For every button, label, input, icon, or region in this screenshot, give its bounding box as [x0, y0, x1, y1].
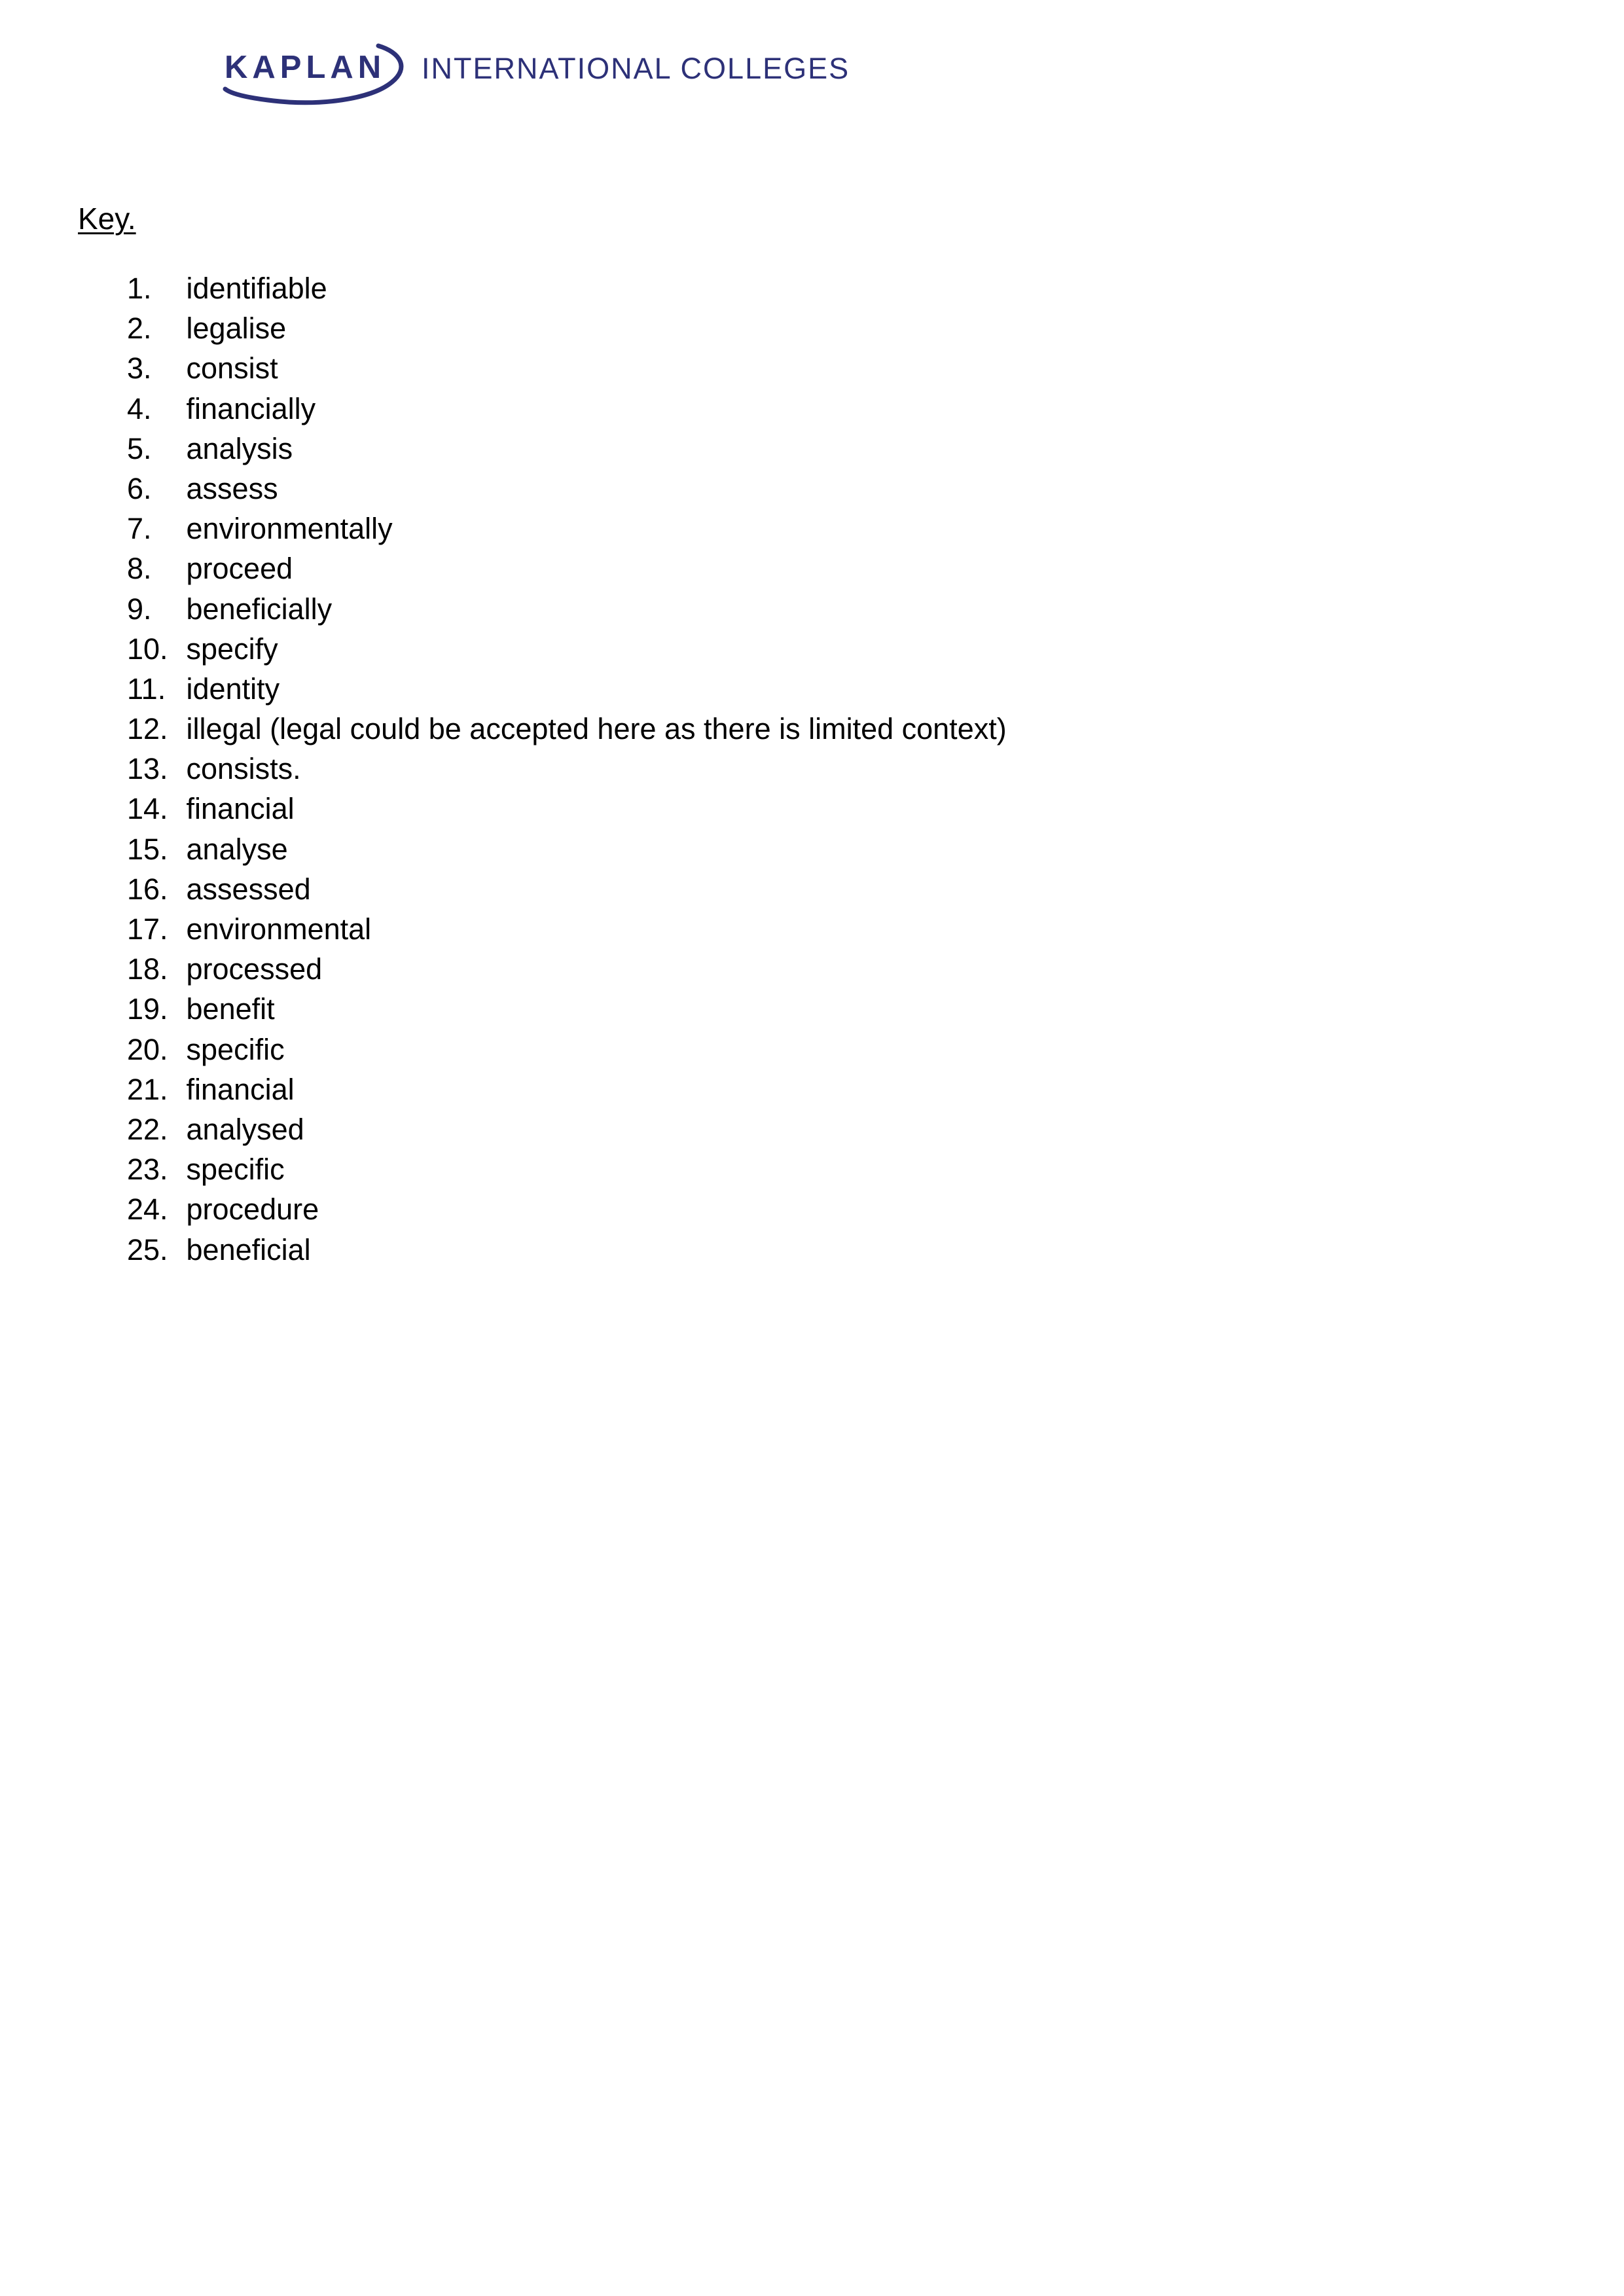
- list-item-number: 6.: [127, 471, 152, 505]
- list-item: [0, 348, 1624, 388]
- list-item-text: procedure: [186, 1193, 319, 1227]
- list-item-number: 1.: [127, 272, 152, 305]
- list-item-number: 5.: [127, 431, 152, 465]
- list-item-number: 19.: [127, 992, 168, 1026]
- list-item-number: 16.: [127, 872, 168, 906]
- list-item-number: 21.: [127, 1072, 168, 1106]
- list-item: [0, 509, 1624, 548]
- list-item-number: 3.: [127, 351, 152, 386]
- list-item: [0, 429, 1624, 469]
- list-item-number: 18.: [127, 952, 168, 986]
- list-item-text: analysed: [186, 1112, 304, 1146]
- list-item-number: 7.: [127, 512, 152, 546]
- list-item: [0, 308, 1624, 348]
- list-item-number: 25.: [127, 1232, 168, 1266]
- list-item: [0, 389, 1624, 429]
- list-item-text: environmentally: [186, 512, 393, 546]
- list-item-text: identifiable: [186, 272, 327, 305]
- list-item-text: assess: [186, 471, 278, 505]
- list-item-number: 24.: [127, 1193, 168, 1227]
- logo-brand-text: KAPLAN: [225, 50, 386, 85]
- list-item-text: financially: [186, 391, 316, 425]
- list-item-number: 12.: [127, 712, 168, 746]
- list-item-text: illegal (legal could be accepted here as there is limited context): [186, 712, 1007, 746]
- answer-list: [0, 268, 1624, 1270]
- page-heading: Key.: [78, 202, 136, 236]
- kaplan-logo: [0, 0, 1624, 144]
- list-item: [0, 469, 1624, 509]
- list-item-number: 23.: [127, 1153, 168, 1187]
- list-item-text: environmental: [186, 912, 372, 946]
- list-item-text: beneficial: [186, 1232, 311, 1266]
- list-item-text: analyse: [186, 832, 288, 866]
- logo-swoosh-icon: [221, 43, 411, 110]
- list-item-number: 9.: [127, 592, 152, 626]
- list-item-number: 17.: [127, 912, 168, 946]
- list-item-text: proceed: [186, 552, 293, 586]
- logo-suffix-text: INTERNATIONAL COLLEGES: [422, 52, 850, 85]
- list-item: [0, 869, 1624, 909]
- list-item-text: financial: [186, 1072, 295, 1106]
- list-item: [0, 1149, 1624, 1189]
- list-item: [0, 909, 1624, 949]
- list-item: [0, 1230, 1624, 1270]
- list-item-number: 2.: [127, 312, 152, 346]
- list-item-number: 10.: [127, 632, 168, 666]
- list-item-text: specific: [186, 1153, 285, 1187]
- list-item-text: processed: [186, 952, 323, 986]
- list-item: [0, 1189, 1624, 1229]
- list-item: [0, 1109, 1624, 1149]
- list-item: [0, 949, 1624, 989]
- list-item: [0, 709, 1624, 749]
- list-item-text: identity: [186, 672, 280, 706]
- list-item-text: benefit: [186, 992, 275, 1026]
- list-item-text: consists.: [186, 752, 301, 786]
- list-item-text: analysis: [186, 431, 293, 465]
- list-item-number: 15.: [127, 832, 168, 866]
- list-item-text: consist: [186, 351, 278, 386]
- list-item: [0, 749, 1624, 789]
- list-item-number: 11.: [127, 672, 166, 706]
- list-item-number: 8.: [127, 552, 152, 586]
- list-item-text: assessed: [186, 872, 311, 906]
- list-item-text: legalise: [186, 312, 287, 346]
- list-item: [0, 1030, 1624, 1069]
- list-item: [0, 789, 1624, 829]
- list-item: [0, 589, 1624, 629]
- list-item-number: 20.: [127, 1032, 168, 1066]
- list-item-number: 14.: [127, 792, 168, 826]
- list-item: [0, 989, 1624, 1029]
- list-item-number: 22.: [127, 1112, 168, 1146]
- list-item-text: beneficially: [186, 592, 333, 626]
- list-item: [0, 268, 1624, 308]
- list-item-number: 13.: [127, 752, 168, 786]
- list-item-text: specify: [186, 632, 278, 666]
- list-item: [0, 548, 1624, 588]
- list-item: [0, 829, 1624, 869]
- list-item: [0, 669, 1624, 709]
- list-item-text: financial: [186, 792, 295, 826]
- list-item: [0, 1069, 1624, 1109]
- list-item-text: specific: [186, 1032, 285, 1066]
- list-item: [0, 629, 1624, 669]
- list-item-number: 4.: [127, 391, 152, 425]
